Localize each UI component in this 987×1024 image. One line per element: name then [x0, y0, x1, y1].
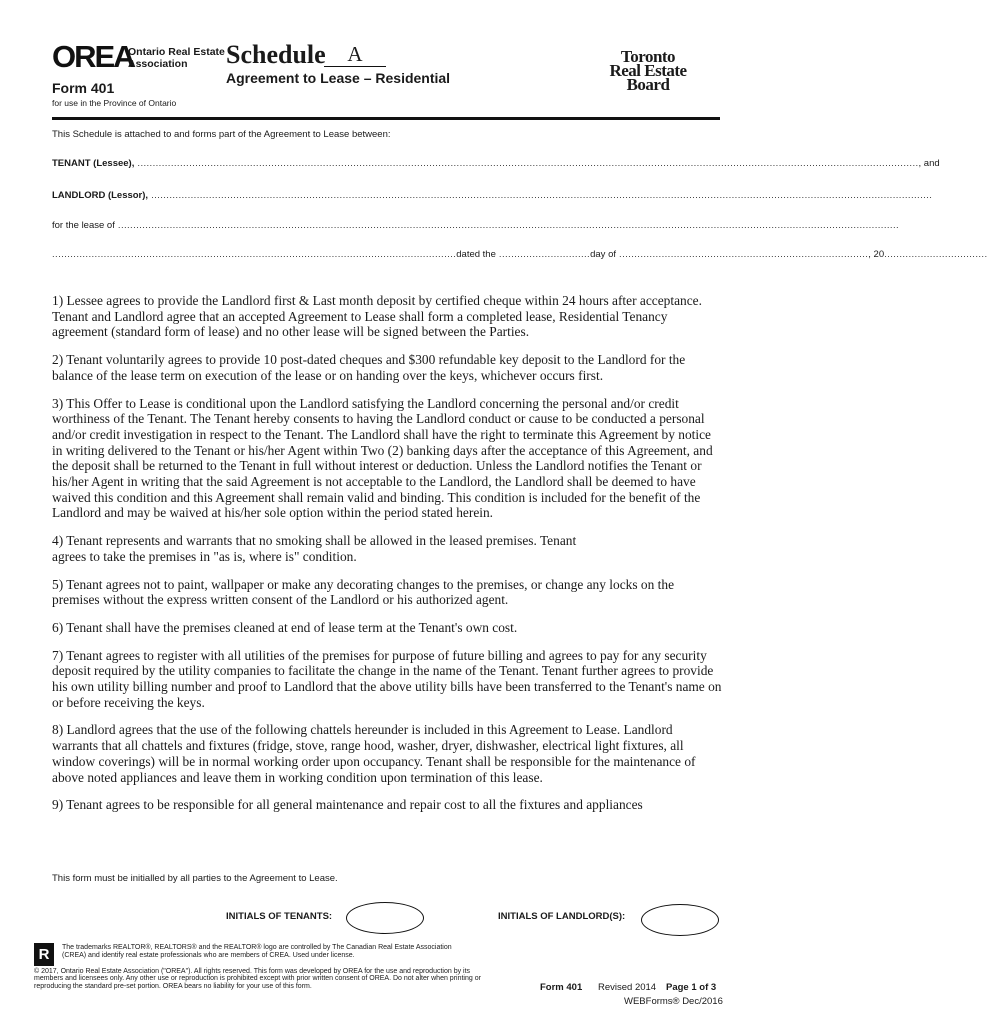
trademark-notice: The trademarks REALTOR®, REALTORS® and the REALTOR® logo are controlled by The Canadian Real Estate Association (CREA) and identify real estate professionals who are members of CREA. Used under license. [62, 944, 452, 960]
schedule-clauses [52, 293, 722, 813]
association-line-2: Association [128, 58, 188, 70]
footer-page-number: Page 1 of 3 [666, 982, 717, 993]
lease-property-field[interactable]: ................................................................................................................................................................................................................................................................. [114, 220, 900, 231]
lease-of-row [52, 220, 900, 231]
initials-tenants-label: INITIALS OF TENANTS: [226, 911, 333, 922]
clause: 3) This Offer to Lease is conditional upon the Landlord satisfying the Landlord concerning the personal and/or credit worthiness of the Tenant. The Tenant hereby consents to having the Landlord conduct or cause to be conducted a personal and/or credit investigation in respect to the Tenant. The Landlord shall have the right to terminate this Agreement by notice in writing delivered to the Tenant or his/her Agent within Two (2) banking days after the acceptance of this Agreement, and the deposit shall be returned to the Tenant in full without interest or deduction. Unless the Landlord notifies the Tenant or his/her Agent in writing that the said Agreement is not acceptable to the Landlord, the Landlord shall be deemed to have waived this condition and this Agreement shall remain valid and binding. This condition is included for the benefit of the Landlord and may be waived at his/her sole option within the period stated herein. [52, 395, 713, 521]
clause: 2) Tenant voluntarily agrees to provide 10 post-dated cheques and $300 refundable key deposit to the Landlord for the balance of the lease term on execution of the lease or on handing over the keys, whichever occurs first. [52, 352, 686, 383]
orea-logo: OREA [52, 39, 134, 74]
trb-line-3: Board [626, 75, 670, 94]
year-prefix: , 20 [868, 249, 885, 260]
clause: 5) Tenant agrees not to paint, wallpaper or make any decorating changes to the premises, or change any locks on the premises without the express written consent of the Landlord or his authorized agent. [52, 576, 675, 608]
date-row [52, 249, 987, 260]
realtor-logo: R [34, 943, 54, 966]
tenant-suffix: , and [918, 158, 940, 169]
landlord-initials-field[interactable] [641, 904, 719, 936]
province-note: for use in the Province of Ontario [52, 98, 177, 108]
association-name [128, 46, 228, 70]
schedule-letter-field[interactable]: A [324, 42, 386, 67]
footer-form-number: Form 401 [540, 982, 583, 993]
clause: 7) Tenant agrees to register with all utilities of the premises for purpose of future billing and agrees to pay for any security deposit required by the utility companies to facilitate the change in the name of the Tenant. Tenant further agrees to provide his own utility billing number and proof to Landlord that the above utility bills have been transferred to the Tenant's name on or before receiving the keys. [52, 647, 722, 710]
form-title: Form 401 [52, 80, 115, 96]
lease-property-field-continued[interactable]: ..................................................................................................................................... [52, 249, 457, 260]
year-field[interactable]: .................................. [884, 249, 987, 260]
lease-of-label: for the lease of [52, 220, 115, 231]
initialled-note: This form must be initialled by all parties to the Agreement to Lease. [52, 873, 338, 884]
tenant-label: TENANT (Lessee), [52, 158, 135, 169]
trb-line-1: Toronto [620, 47, 676, 66]
dated-the-label: dated the [456, 249, 496, 260]
clause: 9) Tenant agrees to be responsible for all general maintenance and repair cost to all the fixtures and appliances [52, 797, 643, 813]
association-line-1: Ontario Real Estate [128, 46, 225, 58]
attached-statement: This Schedule is attached to and forms part of the Agreement to Lease between: [52, 129, 391, 140]
schedule-label: Schedule [226, 40, 326, 69]
schedule-subtitle: Agreement to Lease – Residential [226, 70, 451, 86]
tenant-row [52, 158, 940, 169]
month-field[interactable]: .................................................................................. [616, 249, 869, 260]
initials-landlords-label: INITIALS OF LANDLORD(S): [498, 911, 626, 922]
footer-revised: Revised 2014 [598, 982, 657, 993]
landlord-label: LANDLORD (Lessor), [52, 190, 149, 201]
tenant-initials-field[interactable] [346, 902, 424, 934]
footer-webforms: WEBForms® Dec/2016 [624, 996, 723, 1007]
copyright-notice: © 2017, Ontario Real Estate Association ("OREA"). All rights reserved. This form was developed by OREA for the use and reproduction by its members and licensees only. Any other use or reproduction is prohibited except with prior written consent of OREA. Do not alter when printing or reproducing the standard pre-set portion. OREA bears no liability for your use of this form. [34, 968, 481, 990]
landlord-name-field[interactable]: ................................................................................................................................................................................................................................................................. [148, 190, 933, 201]
trb-logo [588, 47, 708, 94]
clause: 6) Tenant shall have the premises cleaned at end of lease term at the Tenant's own cost. [52, 619, 518, 635]
landlord-row [52, 190, 933, 201]
trb-line-2: Real Estate [609, 61, 687, 80]
day-of-label: day of [590, 249, 616, 260]
header-divider [52, 117, 720, 120]
tenant-name-field[interactable]: ................................................................................................................................................................................................................................................................. [134, 158, 919, 169]
clause: 1) Lessee agrees to provide the Landlord first & Last month deposit by certified cheque within 24 hours after acceptance. Tenant and Landlord agree that an accepted Agreement to Lease shall form a completed lease, Residential Tenancy agreement (standard form of lease) and no other lease will be signed between the Parties. [52, 293, 702, 340]
clause: 4) Tenant represents and warrants that no smoking shall be allowed in the leased premises. Tenant agrees to take the premises in "as is, where is" condition. [52, 533, 577, 564]
day-field[interactable]: .............................. [495, 249, 591, 260]
clause: 8) Landlord agrees that the use of the following chattels hereunder is included in this Agreement to Lease. Landlord warrants that all chattels and fixtures (fridge, stove, range hood, washer, dryer, dishwasher, electrical light fixtures, all window coverings) will be in normal working order upon occupancy. Tenant shall be responsible for the maintenance of above noted appliances and leave them in working condition upon termination of this lease. [52, 722, 696, 785]
